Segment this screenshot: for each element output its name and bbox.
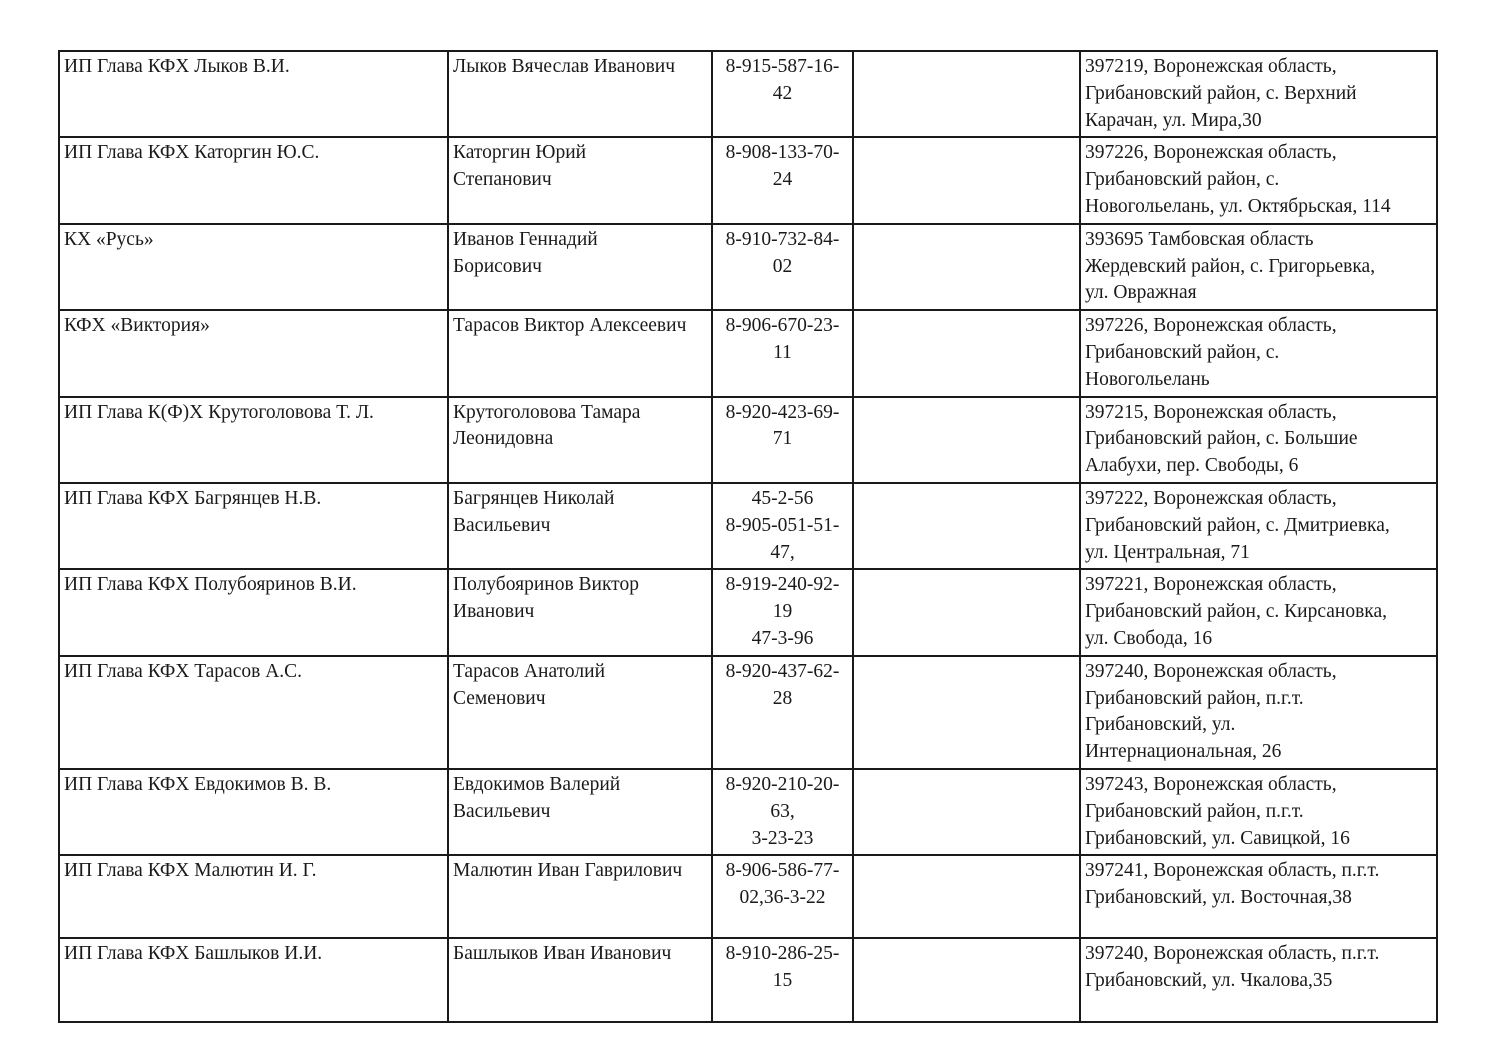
empty-cell (853, 569, 1080, 655)
head-name-line: Лыков Вячеслав Иванович (453, 56, 676, 77)
head-name-cell (448, 855, 712, 938)
table-row (59, 855, 1437, 938)
address-cell (1080, 310, 1437, 396)
address-line: 397241, Воронежская область, п.г.т. (1085, 860, 1380, 882)
head-name-line: Леонидовна (453, 428, 554, 450)
address-line: Жердевский район, с. Григорьевка, (1085, 255, 1376, 277)
head-name-line: Иванович (453, 601, 535, 623)
empty-cell (853, 137, 1080, 223)
table-row (59, 769, 1437, 855)
phone-line: 8-908-133-70- (725, 142, 840, 164)
head-name-cell (448, 397, 712, 483)
organization-cell: ИП Глава КФХ Каторгин Ю.С. (59, 137, 448, 223)
phone-cell (712, 224, 853, 310)
head-name-cell (448, 938, 712, 1022)
address-line: 397240, Воронежская область, (1085, 660, 1337, 682)
address-line: ул. Свобода, 16 (1085, 627, 1213, 649)
address-line: Карачан, ул. Мира,30 (1085, 109, 1262, 131)
head-name-line: Каторгин Юрий (453, 142, 587, 164)
head-name-cell (448, 483, 712, 569)
farm-registry-table (58, 50, 1438, 1023)
head-name-line: Крутоголовова Тамара (453, 401, 641, 423)
address-line: Интернациональная, 26 (1085, 741, 1282, 763)
organization-cell: ИП Глава К(Ф)Х Крутоголовова Т. Л. (59, 397, 448, 483)
address-line: 393695 Тамбовская область (1085, 228, 1314, 250)
empty-cell (853, 769, 1080, 855)
phone-line: 8-910-286-25- (725, 943, 840, 965)
phone-line: 8-915-587-16- (725, 56, 840, 77)
empty-cell (853, 51, 1080, 137)
phone-line: 02,36-3-22 (739, 887, 826, 909)
phone-line: 71 (772, 428, 793, 450)
address-line: 397222, Воронежская область, (1085, 487, 1337, 509)
head-name-line: Тарасов Анатолий (453, 660, 606, 682)
table-row (59, 397, 1437, 483)
phone-line: 8-910-732-84- (725, 228, 840, 250)
phone-cell (712, 310, 853, 396)
address-line: Грибановский район, с. Дмитриевка, (1085, 514, 1390, 536)
head-name-cell (448, 51, 712, 137)
registry-body (59, 51, 1437, 1022)
address-line: Грибановский район, п.г.т. (1085, 800, 1304, 822)
phone-line: 11 (773, 341, 792, 363)
address-line: 397215, Воронежская область, (1085, 401, 1337, 423)
table-row (59, 51, 1437, 137)
address-line: 397221, Воронежская область, (1085, 574, 1337, 596)
head-name-cell (448, 656, 712, 769)
phone-line: 63, (770, 800, 795, 822)
organization-cell: ИП Глава КФХ Тарасов А.С. (59, 656, 448, 769)
phone-cell (712, 938, 853, 1022)
organization-cell: ИП Глава КФХ Лыков В.И. (59, 51, 448, 137)
phone-line: 47-3-96 (751, 627, 814, 649)
address-cell (1080, 397, 1437, 483)
empty-cell (853, 855, 1080, 938)
table-row (59, 224, 1437, 310)
empty-cell (853, 938, 1080, 1022)
empty-cell (853, 483, 1080, 569)
phone-line: 24 (772, 169, 793, 191)
address-line: Грибановский, ул. Чкалова,35 (1085, 970, 1333, 992)
phone-cell (712, 51, 853, 137)
phone-cell (712, 137, 853, 223)
phone-cell (712, 397, 853, 483)
phone-line: 02 (772, 255, 793, 277)
phone-line: 3-23-23 (751, 827, 814, 849)
head-name-line: Евдокимов Валерий (453, 773, 621, 795)
phone-line: 15 (772, 970, 793, 992)
head-name-cell (448, 137, 712, 223)
head-name-line: Малютин Иван Гаврилович (453, 860, 683, 882)
phone-cell (712, 855, 853, 938)
head-name-cell (448, 224, 712, 310)
address-line: Грибановский район, с. Кирсановка, (1085, 601, 1387, 623)
phone-cell (712, 569, 853, 655)
empty-cell (853, 397, 1080, 483)
phone-line: 8-920-423-69- (725, 401, 840, 423)
address-cell (1080, 137, 1437, 223)
address-cell (1080, 483, 1437, 569)
organization-cell: ИП Глава КФХ Евдокимов В. В. (59, 769, 448, 855)
organization-cell: КХ «Русь» (59, 224, 448, 310)
address-line: Грибановский район, с. Верхний (1085, 82, 1357, 104)
head-name-line: Степанович (453, 169, 552, 191)
phone-line: 28 (772, 687, 793, 709)
address-line: 397226, Воронежская область, (1085, 142, 1337, 164)
head-name-line: Васильевич (453, 800, 551, 822)
phone-cell (712, 483, 853, 569)
table-row (59, 569, 1437, 655)
organization-cell: ИП Глава КФХ Багрянцев Н.В. (59, 483, 448, 569)
phone-line: 8-906-586-77- (725, 860, 840, 882)
phone-line: 8-919-240-92- (725, 574, 840, 596)
head-name-line: Борисович (453, 255, 542, 277)
address-line: Грибановский, ул. Савицкой, 16 (1085, 827, 1350, 849)
phone-line: 19 (772, 601, 793, 623)
head-name-line: Васильевич (453, 514, 551, 536)
empty-cell (853, 310, 1080, 396)
organization-cell: КФХ «Виктория» (59, 310, 448, 396)
address-cell (1080, 855, 1437, 938)
address-line: 397219, Воронежская область, (1085, 56, 1337, 77)
phone-line: 8-906-670-23- (725, 315, 840, 337)
address-line: Грибановский, ул. Восточная,38 (1085, 887, 1352, 909)
head-name-line: Семенович (453, 687, 546, 709)
address-line: Новогольелань (1085, 368, 1210, 390)
address-line: ул. Овражная (1085, 282, 1197, 304)
address-cell (1080, 569, 1437, 655)
table-row (59, 137, 1437, 223)
head-name-line: Тарасов Виктор Алексеевич (453, 315, 687, 337)
table-row (59, 938, 1437, 1022)
address-line: Грибановский район, с. (1085, 341, 1280, 363)
address-cell (1080, 224, 1437, 310)
phone-line: 47, (770, 541, 795, 563)
address-cell (1080, 938, 1437, 1022)
head-name-cell (448, 310, 712, 396)
head-name-line: Иванов Геннадий (453, 228, 598, 250)
empty-cell (853, 224, 1080, 310)
phone-line: 42 (772, 82, 793, 104)
phone-line: 45-2-56 (751, 487, 814, 509)
address-line: Грибановский, ул. (1085, 714, 1236, 736)
address-cell (1080, 769, 1437, 855)
phone-line: 8-920-210-20- (725, 773, 840, 795)
table-row (59, 483, 1437, 569)
head-name-cell (448, 769, 712, 855)
address-line: 397226, Воронежская область, (1085, 315, 1337, 337)
address-line: Алабухи, пер. Свободы, 6 (1085, 455, 1299, 477)
head-name-line: Башлыков Иван Иванович (453, 943, 672, 965)
address-line: Грибановский район, с. (1085, 169, 1280, 191)
organization-cell: ИП Глава КФХ Малютин И. Г. (59, 855, 448, 938)
address-cell (1080, 656, 1437, 769)
phone-line: 8-905-051-51- (725, 514, 840, 536)
address-line: Новогольелань, ул. Октябрьская, 114 (1085, 195, 1391, 217)
phone-line: 8-920-437-62- (725, 660, 840, 682)
head-name-line: Багрянцев Николай (453, 487, 615, 509)
table-row (59, 656, 1437, 769)
head-name-line: Полубояринов Виктор (453, 574, 639, 596)
address-line: Грибановский район, п.г.т. (1085, 687, 1304, 709)
head-name-cell (448, 569, 712, 655)
organization-cell: ИП Глава КФХ Полубояринов В.И. (59, 569, 448, 655)
address-line: ул. Центральная, 71 (1085, 541, 1250, 563)
phone-cell (712, 656, 853, 769)
phone-cell (712, 769, 853, 855)
address-cell (1080, 51, 1437, 137)
empty-cell (853, 656, 1080, 769)
table-row (59, 310, 1437, 396)
address-line: 397240, Воронежская область, п.г.т. (1085, 943, 1380, 965)
address-line: Грибановский район, с. Большие (1085, 428, 1358, 450)
organization-cell: ИП Глава КФХ Башлыков И.И. (59, 938, 448, 1022)
address-line: 397243, Воронежская область, (1085, 773, 1337, 795)
